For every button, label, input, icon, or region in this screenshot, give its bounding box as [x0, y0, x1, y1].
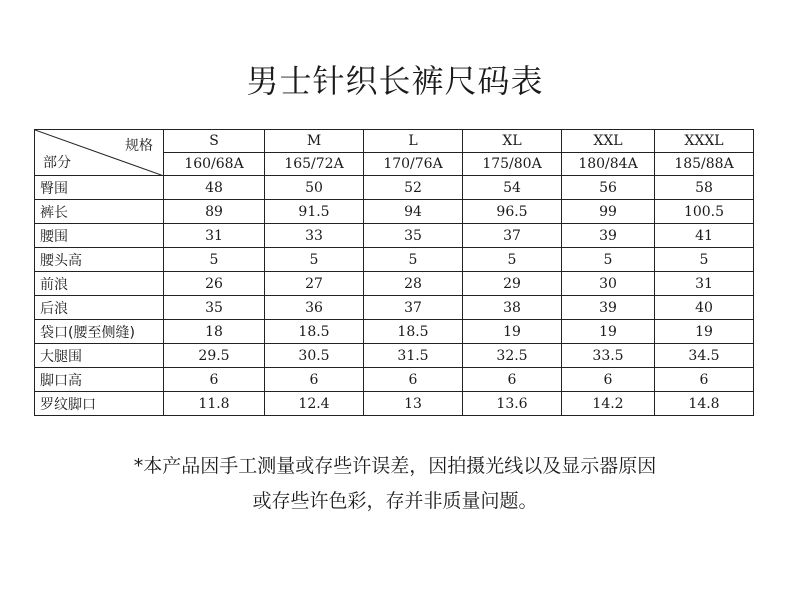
- measurement-cell: 31.5: [364, 344, 463, 368]
- table-row: [35, 392, 754, 416]
- table-row: [35, 344, 754, 368]
- measurement-cell: 34.5: [655, 344, 754, 368]
- measurement-cell: 56: [562, 176, 655, 200]
- measurement-cell: 6: [562, 368, 655, 392]
- disclaimer-line-2: 或存些许色彩，存并非质量问题。: [252, 490, 538, 512]
- measurement-cell: 5: [562, 248, 655, 272]
- measurement-cell: 5: [463, 248, 562, 272]
- page-title: 男士针织长裤尺码表: [246, 62, 544, 100]
- measurement-cell: 96.5: [463, 200, 562, 224]
- measurement-cell: 94: [364, 200, 463, 224]
- table-row: [35, 368, 754, 392]
- measurement-cell: 19: [562, 320, 655, 344]
- measurement-cell: 99: [562, 200, 655, 224]
- measurement-cell: 52: [364, 176, 463, 200]
- measurement-cell: 29: [463, 272, 562, 296]
- measurement-cell: 29.5: [164, 344, 265, 368]
- measurement-cell: 6: [463, 368, 562, 392]
- measurement-cell: 14.8: [655, 392, 754, 416]
- measurement-cell: 27: [265, 272, 364, 296]
- row-part-label: 裤长: [35, 200, 164, 224]
- measurement-cell: 48: [164, 176, 265, 200]
- table-row: [35, 272, 754, 296]
- measurement-cell: 32.5: [463, 344, 562, 368]
- measurement-cell: 28: [364, 272, 463, 296]
- row-part-label: 大腿围: [35, 344, 164, 368]
- corner-header-cell: [35, 130, 164, 176]
- size-header: L: [364, 130, 463, 153]
- size-header: M: [265, 130, 364, 153]
- measurement-cell: 40: [655, 296, 754, 320]
- measurement-cell: 6: [265, 368, 364, 392]
- part-label: 部分: [43, 155, 71, 171]
- measurement-cell: 6: [655, 368, 754, 392]
- table-row: [35, 296, 754, 320]
- measurement-cell: 35: [364, 224, 463, 248]
- measurement-cell: 31: [655, 272, 754, 296]
- table-row: [35, 320, 754, 344]
- measurement-cell: 100.5: [655, 200, 754, 224]
- measurement-cell: 18.5: [364, 320, 463, 344]
- measurement-cell: 38: [463, 296, 562, 320]
- measurement-cell: 30.5: [265, 344, 364, 368]
- measurement-cell: 11.8: [164, 392, 265, 416]
- row-part-label: 罗纹脚口: [35, 392, 164, 416]
- size-header: S: [164, 130, 265, 153]
- row-part-label: 腰头高: [35, 248, 164, 272]
- measurement-cell: 54: [463, 176, 562, 200]
- measurement-cell: 50: [265, 176, 364, 200]
- measurement-cell: 91.5: [265, 200, 364, 224]
- row-part-label: 前浪: [35, 272, 164, 296]
- measurement-cell: 31: [164, 224, 265, 248]
- spec-header: 175/80A: [463, 153, 562, 176]
- measurement-cell: 5: [265, 248, 364, 272]
- spec-header: 185/88A: [655, 153, 754, 176]
- disclaimer-line-1: *本产品因手工测量或存些许误差，因拍摄光线以及显示器原因: [133, 455, 657, 477]
- measurement-cell: 19: [655, 320, 754, 344]
- measurement-cell: 14.2: [562, 392, 655, 416]
- table-row: [35, 248, 754, 272]
- measurement-cell: 37: [364, 296, 463, 320]
- measurement-cell: 89: [164, 200, 265, 224]
- measurement-cell: 30: [562, 272, 655, 296]
- measurement-cell: 13: [364, 392, 463, 416]
- measurement-cell: 18: [164, 320, 265, 344]
- measurement-cell: 39: [562, 296, 655, 320]
- table-row: [35, 176, 754, 200]
- measurement-cell: 39: [562, 224, 655, 248]
- measurement-cell: 6: [164, 368, 265, 392]
- size-header: XL: [463, 130, 562, 153]
- spec-header: 180/84A: [562, 153, 655, 176]
- measurement-cell: 19: [463, 320, 562, 344]
- measurement-cell: 26: [164, 272, 265, 296]
- measurement-cell: 12.4: [265, 392, 364, 416]
- measurement-cell: 58: [655, 176, 754, 200]
- size-header: XXXL: [655, 130, 754, 153]
- row-part-label: 脚口高: [35, 368, 164, 392]
- spec-label: 规格: [125, 138, 153, 154]
- spec-header: 165/72A: [265, 153, 364, 176]
- measurement-cell: 33: [265, 224, 364, 248]
- row-part-label: 袋口(腰至侧缝): [35, 320, 164, 344]
- spec-header: 170/76A: [364, 153, 463, 176]
- measurement-cell: 33.5: [562, 344, 655, 368]
- size-header: XXL: [562, 130, 655, 153]
- row-part-label: 臀围: [35, 176, 164, 200]
- measurement-cell: 5: [364, 248, 463, 272]
- measurement-cell: 35: [164, 296, 265, 320]
- measurement-cell: 37: [463, 224, 562, 248]
- measurement-cell: 6: [364, 368, 463, 392]
- table-row: [35, 224, 754, 248]
- measurement-cell: 5: [655, 248, 754, 272]
- measurement-cell: 5: [164, 248, 265, 272]
- size-chart-table: [34, 129, 754, 416]
- measurement-cell: 13.6: [463, 392, 562, 416]
- row-part-label: 腰围: [35, 224, 164, 248]
- measurement-cell: 36: [265, 296, 364, 320]
- spec-header: 160/68A: [164, 153, 265, 176]
- measurement-cell: 41: [655, 224, 754, 248]
- row-part-label: 后浪: [35, 296, 164, 320]
- measurement-cell: 18.5: [265, 320, 364, 344]
- table-row: [35, 200, 754, 224]
